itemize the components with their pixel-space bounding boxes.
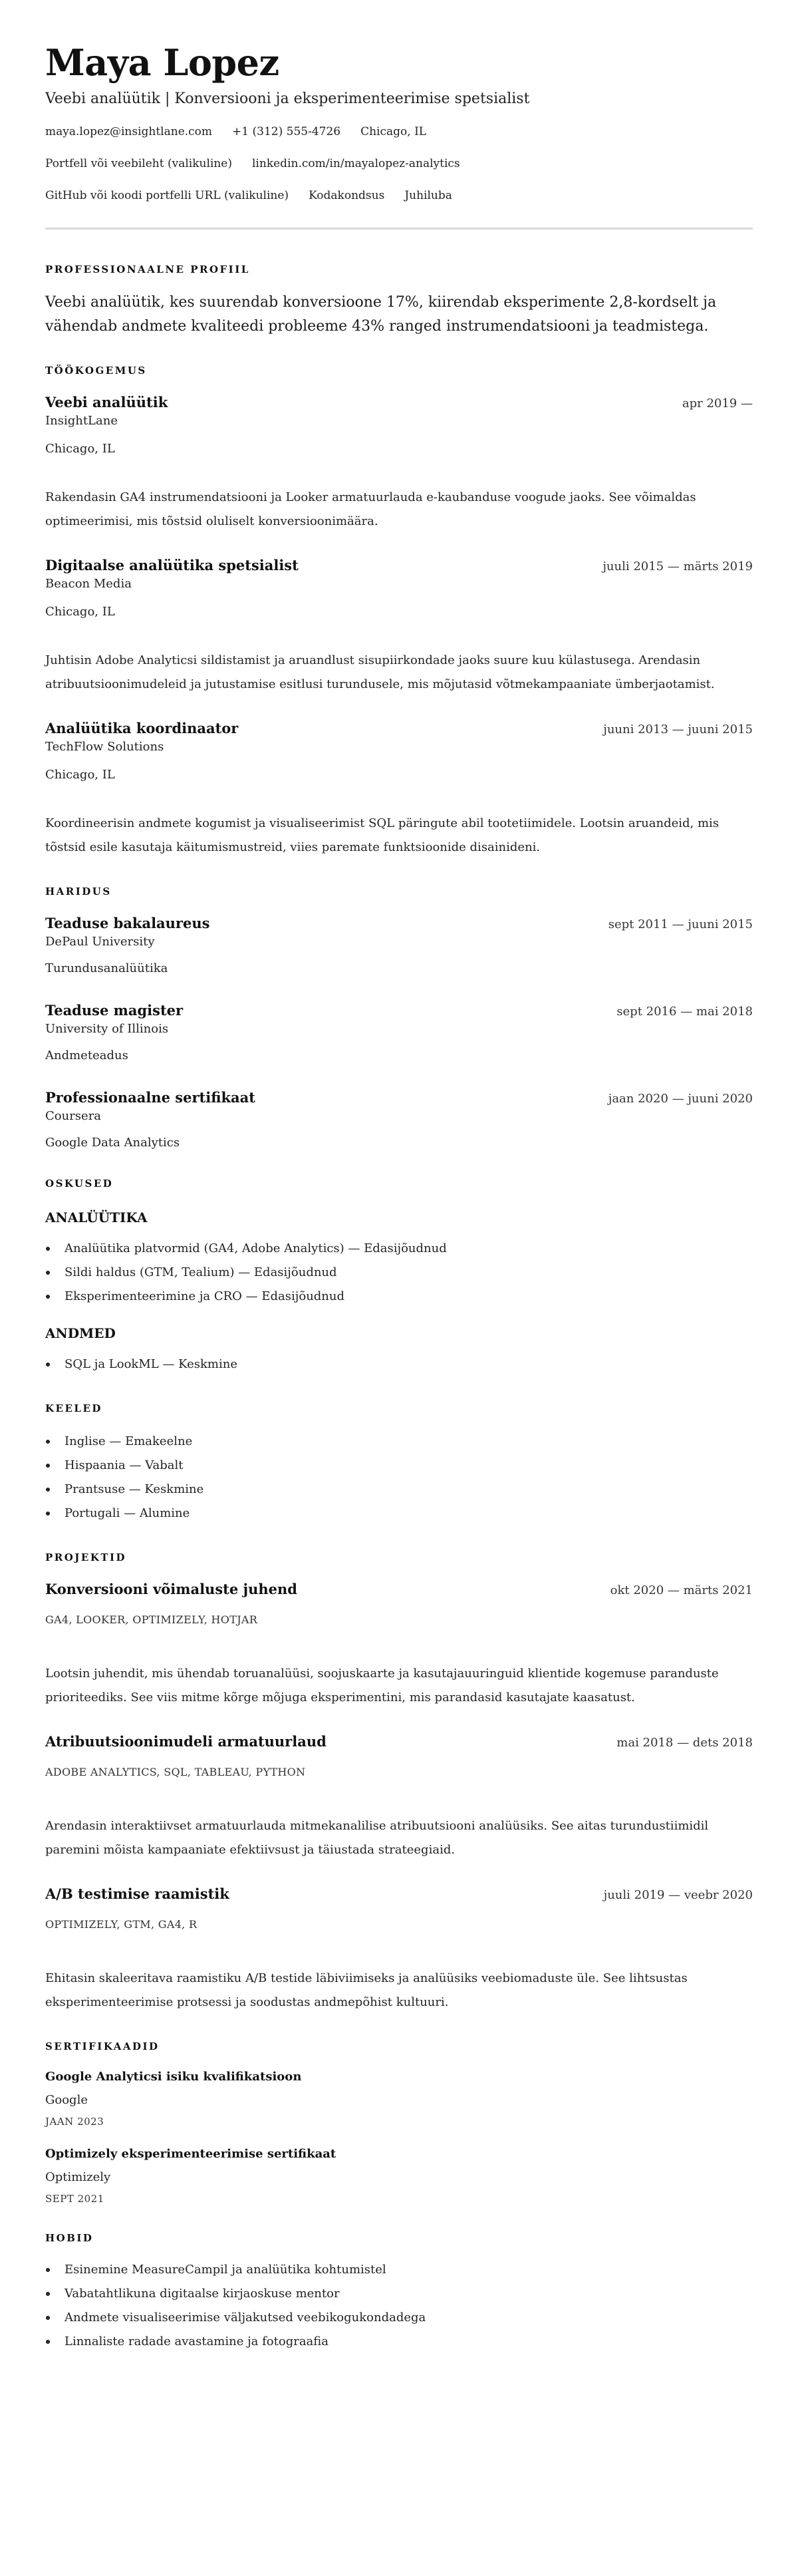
- job-title: Digitaalse analüütika spetsialist: [45, 557, 299, 573]
- skill-text: SQL ja LookML — Keskmine: [65, 1357, 237, 1371]
- hobby-text: Linnaliste radade avastamine ja fotograafia: [65, 2334, 329, 2348]
- certificate-date: SEPT 2021: [45, 2193, 104, 2205]
- field-of-study: Turundusanalüütika: [45, 961, 168, 975]
- certificate-date: JAAN 2023: [45, 2116, 104, 2128]
- project-description: Lootsin juhendit, mis ühendab toruanalüüsi, soojuskaarte ja kasutajauuringuid klientide kogemuse paranduste prioriteediks. See viis mitme kõrge mõjuga eksperimentini, mis parandasid kasutajate kaasatust.: [45, 1667, 719, 1704]
- contact-drivers-license: Juhiluba: [404, 189, 452, 202]
- education-item: [45, 1001, 753, 1064]
- language-text: Prantsuse — Keskmine: [65, 1482, 204, 1496]
- experience-item: [45, 556, 753, 697]
- contact-portfolio[interactable]: Portfell või veebileht (valikuline): [45, 157, 232, 170]
- field-of-study: Andmeteadus: [45, 1048, 128, 1062]
- job-location: Chicago, IL: [45, 442, 115, 456]
- bullet-icon: [46, 1440, 50, 1444]
- job-description: Rakendasin GA4 instrumendatsiooni ja Looker armatuurlauda e-kaubanduse voogude jaoks. See võimaldas optimeerimisi, mis tõstsid oluliselt konversioonimäära.: [45, 490, 696, 528]
- contact-location: Chicago, IL: [360, 125, 427, 138]
- bullet-icon: [46, 2292, 50, 2296]
- contact-row: [45, 188, 753, 204]
- project-date: juuli 2019 — veebr 2020: [603, 1888, 753, 1902]
- projects-section: [45, 1551, 753, 2014]
- bullet-icon: [46, 2316, 50, 2320]
- education-section: [45, 885, 753, 1152]
- section-title: SERTIFIKAADID: [45, 2040, 160, 2052]
- experience-section: [45, 364, 753, 860]
- job-date: juuli 2015 — märts 2019: [602, 560, 753, 573]
- experience-item: [45, 393, 753, 534]
- skill-group-title: ANDMED: [45, 1325, 116, 1341]
- job-location: Chicago, IL: [45, 605, 115, 619]
- skill-text: Analüütika platvormid (GA4, Adobe Analytics) — Edasijõudnud: [65, 1241, 447, 1255]
- section-title: PROFESSIONAALNE PROFIIL: [45, 263, 250, 275]
- bullet-icon: [46, 1295, 50, 1299]
- header-divider: [45, 228, 753, 230]
- bullet-icon: [46, 1363, 50, 1367]
- bullet-icon: [46, 2268, 50, 2272]
- contact-row: [45, 156, 753, 172]
- language-item: [45, 1502, 753, 1526]
- degree-title: Teaduse bakalaureus: [45, 915, 210, 931]
- language-text: Portugali — Alumine: [65, 1506, 190, 1520]
- language-text: Inglise — Emakeelne: [65, 1434, 193, 1448]
- skill-item: [45, 1261, 753, 1285]
- skill-group-title: ANALÜÜTIKA: [45, 1209, 148, 1225]
- degree-title: Teaduse magister: [45, 1002, 184, 1019]
- certificate-item: [45, 2146, 753, 2206]
- education-date: sept 2016 — mai 2018: [616, 1005, 753, 1019]
- contact-linkedin[interactable]: linkedin.com/in/mayalopez-analytics: [252, 157, 460, 170]
- language-list: [45, 1430, 753, 1526]
- project-title: Atribuutsioonimudeli armatuurlaud: [45, 1733, 327, 1750]
- experience-item: [45, 719, 753, 860]
- hobby-text: Vabatahtlikuna digitaalse kirjaoskuse mentor: [65, 2287, 340, 2301]
- bullet-icon: [46, 1271, 50, 1275]
- degree-title: Professionaalne sertifikaat: [45, 1089, 255, 1106]
- job-description: Juhtisin Adobe Analyticsi sildistamist ja aruandlust sisupiirkondade jaoks suure kuu külastusega. Arendasin atribuutsioonimudeleid ja jutustamise esitlusi turundusele, mis mõjutasid võtmekampaaniate ümberjaotamist.: [45, 653, 715, 691]
- certificate-issuer: Optimizely: [45, 2170, 111, 2184]
- skill-item: [45, 1353, 753, 1376]
- profile-text: Veebi analüütik, kes suurendab konversioone 17%, kiirendab eksperimente 2,8-kordselt ja vähendab andmete kvaliteedi probleeme 43% ranged instrumendatsiooni ja teadmistega.: [45, 294, 717, 335]
- project-item: [45, 1885, 753, 2014]
- certificate-name: Optimizely eksperimenteerimise sertifikaat: [45, 2147, 336, 2161]
- certificate-item: [45, 2069, 753, 2129]
- skill-text: Sildi haldus (GTM, Tealium) — Edasijõudnud: [65, 1265, 337, 1279]
- certificates-section: [45, 2040, 753, 2206]
- contact-row: [45, 124, 753, 140]
- section-title: TÖÖKOGEMUS: [45, 365, 147, 377]
- school-name: Coursera: [45, 1109, 102, 1123]
- certificate-name: Google Analyticsi isiku kvalifikatsioon: [45, 2070, 302, 2084]
- hobby-item: [45, 2306, 753, 2330]
- certificate-issuer: Google: [45, 2093, 88, 2107]
- candidate-name: Maya Lopez: [45, 41, 279, 84]
- skill-item: [45, 1237, 753, 1261]
- skill-text: Eksperimenteerimine ja CRO — Edasijõudnud: [65, 1289, 345, 1303]
- hobby-list: [45, 2258, 753, 2354]
- project-tech: GA4, LOOKER, OPTIMIZELY, HOTJAR: [45, 1613, 258, 1626]
- bullet-icon: [46, 1488, 50, 1492]
- hobby-item: [45, 2258, 753, 2282]
- job-company: TechFlow Solutions: [45, 740, 164, 754]
- education-date: sept 2011 — juuni 2015: [608, 917, 753, 931]
- language-item: [45, 1454, 753, 1478]
- language-item: [45, 1430, 753, 1454]
- education-item: [45, 1088, 753, 1152]
- section-title: KEELED: [45, 1402, 102, 1414]
- bullet-icon: [46, 1464, 50, 1468]
- headline: Veebi analüütik | Konversiooni ja eksperimenteerimise spetsialist: [45, 90, 530, 107]
- education-date: jaan 2020 — juuni 2020: [608, 1092, 753, 1106]
- project-description: Arendasin interaktiivset armatuurlauda mitmekanalilise atribuutsiooni analüüsiks. See aitas turundustiimidil paremini mõista kampaaniate efektiivsust ja täiustada strateegiaid.: [45, 1819, 709, 1857]
- hobby-text: Andmete visualiseerimise väljakutsed veebikogukondadega: [65, 2311, 426, 2325]
- languages-section: [45, 1402, 753, 1526]
- skills-section: [45, 1177, 753, 1376]
- job-company: Beacon Media: [45, 577, 132, 591]
- job-description: Koordineerisin andmete kogumist ja visualiseerimist SQL päringute abil tootetiimidele. Lootsin aruandeid, mis tõstsid esile kasutaja käitumismustreid, viies paremate funktsioonide disainideni.: [45, 816, 720, 854]
- contact-phone[interactable]: +1 (312) 555-4726: [232, 125, 341, 138]
- hobby-text: Esinemine MeasureCampil ja analüütika kohtumistel: [65, 2263, 386, 2277]
- school-name: DePaul University: [45, 935, 155, 949]
- project-tech: ADOBE ANALYTICS, SQL, TABLEAU, PYTHON: [45, 1766, 306, 1778]
- project-date: mai 2018 — dets 2018: [616, 1736, 753, 1750]
- skill-item: [45, 1285, 753, 1309]
- job-location: Chicago, IL: [45, 768, 115, 782]
- language-text: Hispaania — Vabalt: [65, 1458, 184, 1472]
- field-of-study: Google Data Analytics: [45, 1136, 180, 1150]
- hobby-item: [45, 2282, 753, 2306]
- bullet-icon: [46, 1247, 50, 1251]
- school-name: University of Illinois: [45, 1022, 169, 1036]
- project-tech: OPTIMIZELY, GTM, GA4, R: [45, 1918, 198, 1931]
- skill-list: [45, 1237, 753, 1309]
- hobbies-section: [45, 2231, 753, 2354]
- project-item: [45, 1580, 753, 1710]
- profile-section: [45, 263, 753, 339]
- bullet-icon: [46, 1512, 50, 1516]
- education-item: [45, 914, 753, 977]
- project-item: [45, 1732, 753, 1862]
- job-title: Veebi analüütik: [45, 394, 168, 410]
- bullet-icon: [46, 2340, 50, 2344]
- language-item: [45, 1478, 753, 1502]
- section-title: PROJEKTID: [45, 1551, 127, 1563]
- job-title: Analüütika koordinaator: [45, 720, 239, 736]
- project-title: A/B testimise raamistik: [45, 1885, 229, 1902]
- job-company: InsightLane: [45, 414, 118, 428]
- section-title: HOBID: [45, 2232, 94, 2244]
- contact-citizenship: Kodakondsus: [309, 189, 385, 202]
- job-date: apr 2019 —: [682, 397, 753, 410]
- project-title: Konversiooni võimaluste juhend: [45, 1581, 297, 1597]
- section-title: HARIDUS: [45, 886, 112, 897]
- contact-github[interactable]: GitHub või koodi portfelli URL (valikuline): [45, 189, 289, 202]
- contact-email[interactable]: maya.lopez@insightlane.com: [45, 125, 213, 138]
- resume-header: [45, 41, 753, 230]
- job-date: juuni 2013 — juuni 2015: [603, 723, 753, 736]
- section-title: OSKUSED: [45, 1178, 114, 1190]
- project-description: Ehitasin skaleeritava raamistiku A/B testide läbiviimiseks ja analüüsiks veebiomaduste üle. See lihtsustas eksperimenteerimise protsessi ja soodustas andmepõhist kultuuri.: [45, 1971, 688, 2009]
- hobby-item: [45, 2330, 753, 2354]
- project-date: okt 2020 — märts 2021: [610, 1583, 753, 1597]
- skill-list: [45, 1353, 753, 1376]
